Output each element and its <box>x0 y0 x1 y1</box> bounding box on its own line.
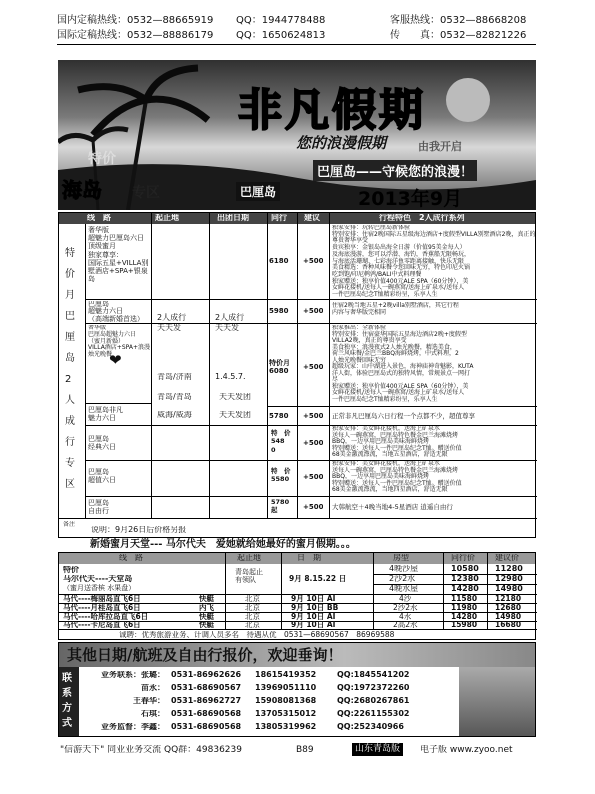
route-name: 奢华版 超魅力巴厘岛六日 顶级蜜月 独家尊享： 国际五星+VILLA别墅酒店+SPA+银泉岛 <box>88 226 149 284</box>
depart-date: 天天发团 <box>219 411 251 419</box>
maldives-row-peer: 15980 <box>451 621 478 629</box>
recruitment-notice: 诚聘：优秀旅游业务、计调人员多名 待遇从优 0531—68690567 86969588 <box>119 631 395 639</box>
banner-title: 非凡假期 <box>238 85 426 136</box>
depart-date: 天天发团 <box>219 393 251 401</box>
maldives-row-advice: 14980 <box>495 613 522 621</box>
city-pair: 2人成行 天天发 <box>215 313 245 332</box>
route-advice: +500 <box>303 473 324 481</box>
contact-qq: QQ:1972372260 <box>337 684 410 692</box>
contact-role: 王春华： <box>133 697 165 705</box>
route-advice: +500 <box>303 363 324 371</box>
maldives-row-date: 9月 10日 AI <box>291 613 336 621</box>
route-advice: +500 <box>303 307 324 315</box>
route-feature: 独家推出：全新体验 特别安排：住宿豪华国际五星海边酒店2晚+度假型 VILLA2晚，真正的尊贵享受 美食独享：浪漫夜式2人烛光晚餐，精选美食， 荷兰风味餐/金巴兰BBQ海鲜烧烤，中式料理，2 人烛光晚餐回味无穷 超级玩家：山中湖进入景色，海神庙神奇魅影，KUTA 洋人街，体验巴厘岛式的独特风情，常规景点一网打 尽 独家赠送：独享价值400元ALE SPA（60分钟），美 女鲜花接机/送每人一碗燕窝/送海上矿泉水/送每人 一件巴厘岛纪念T恤精彩纷呈，乐享人生 <box>332 325 474 403</box>
contact-role: 业务联系：张璐： <box>101 671 165 679</box>
contact-mobile: 15908081368 <box>255 697 317 705</box>
contact-qq: QQ:2261155302 <box>337 710 410 718</box>
contact-tel: 0531-86962626 <box>171 671 242 679</box>
peer-price: 12380 <box>451 575 479 583</box>
route-price: 5980 <box>269 307 289 315</box>
room-type: 4晚沙屋 <box>389 565 419 573</box>
maldives-table <box>58 552 536 640</box>
route-advice: +500 <box>303 439 324 447</box>
maldives-route-sub: （蜜月送香槟 水果盘） <box>63 584 136 592</box>
maldives-header-advice: 建议价 <box>495 554 519 562</box>
contact-mobile: 13705315012 <box>255 710 317 718</box>
maldives-row-name: 马代----梅丽岛直飞6日 <box>63 595 141 603</box>
maldives-row-mode: 快艇 <box>199 595 214 603</box>
contact-role: 石琪： <box>141 710 165 718</box>
maldives-row-advice: 12180 <box>495 595 522 603</box>
maldives-row-advice: 16680 <box>495 621 522 629</box>
city-pair: 青岛/青岛 <box>157 393 192 401</box>
maldives-row-room: 2高2水 <box>393 621 418 629</box>
maldives-row-name: 马代----哈库拉岛直飞6日 <box>63 613 149 621</box>
contact-mobile: 13805319962 <box>255 723 317 731</box>
side-label: 特价月巴厘岛2人成行专区 <box>65 248 75 490</box>
intl-qq: QQ：1650624813 <box>236 30 326 41</box>
contact-role: 业务监督：李鑫： <box>101 723 165 731</box>
maldives-row-date: 9月 10日 AI <box>291 621 336 629</box>
maldives-special: 特价 <box>63 566 79 574</box>
route-price: 5780 起 <box>271 498 290 515</box>
route-price: 特价月 6080 <box>269 359 290 376</box>
bali-price-table <box>58 212 536 538</box>
banner-date: 2013年9月 <box>358 188 463 210</box>
header-route: 线 路 <box>87 214 111 222</box>
banner-subtitle: 巴厘岛——守候您的浪漫！ <box>313 160 477 181</box>
route-name: 巴厘岛 超魅力六日 （高端新婚首选） <box>88 301 144 323</box>
maldives-header-room: 房型 <box>393 554 409 562</box>
route-price: 6180 <box>269 257 289 265</box>
depart-date: 1.4.5.7. <box>215 373 246 381</box>
banner-zone-label: 专区 <box>132 185 160 201</box>
maldives-row-room: 2沙2水 <box>393 604 418 612</box>
route-feature: 独家安排：美女鲜花接机，送海上矿泉水 送每人一碗燕窝，巴厘岛特色餐金巴兰海滩烧烤 BBQ，一边享用巴厘岛美味海鲜烧烤 特别赠送：送每人一件巴厘岛纪念T恤。赠送价值 68美金激流漂流，当地四星酒店，舒适无限 <box>332 461 462 493</box>
fax-number: 传 真：0532—82821226 <box>390 30 527 41</box>
header-features: 行程特色 2人成行系列 <box>379 214 465 222</box>
maldives-row-advice: 12680 <box>495 604 522 612</box>
route-feature: 正常非凡巴厘岛六日行程一个点都不少，超值尊享 <box>332 412 475 420</box>
banner-island-label: 海岛 <box>62 178 102 202</box>
contact-tel: 0531-68690568 <box>171 723 242 731</box>
maldives-row-peer: 14280 <box>451 613 478 621</box>
header-peer: 同行 <box>271 214 287 222</box>
route-name: 巴厘岛 超值六日 <box>88 468 116 484</box>
route-name: 巴厘岛 自由行 <box>88 499 109 515</box>
maldives-row-city: 北京 <box>245 595 260 603</box>
contact-role: 苗永： <box>141 684 165 692</box>
intl-hotline: 国际定稿热线：0532—88886179 <box>57 30 214 41</box>
route-price: 特 价 5580 <box>271 467 291 484</box>
route-name: 巴厘岛非凡 魅力六日 <box>88 406 123 422</box>
maldives-row-name: 马代----月桂岛直飞6日 <box>63 604 141 612</box>
promo-banner <box>58 60 536 210</box>
maldives-route: 马尔代夫----天堂岛 <box>63 575 133 583</box>
room-type: 4晚水屋 <box>389 585 419 593</box>
maldives-row-room: 4沙 <box>399 595 412 603</box>
contact-tel: 0531-68690567 <box>171 684 242 692</box>
peer-price: 14280 <box>451 585 479 593</box>
contact-qq: QQ:1845541202 <box>337 671 410 679</box>
maldives-headline: 新婚蜜月天堂--- 马尔代夫 爱她就给她最好的蜜月假期。。。 <box>90 539 356 550</box>
maldives-row-name: 马代----卡尼岛直飞6日 <box>63 621 141 629</box>
route-advice: +500 <box>303 412 324 420</box>
advice-price: 14980 <box>495 585 523 593</box>
route-name: 奢华版 巴厘岛超魅力六日 （蜜月新婚） VILLA酒店+SPA+浪漫烛光晚餐 <box>88 325 150 359</box>
contact-tel: 0531-86962727 <box>171 697 242 705</box>
contact-side-label: 联系方式 <box>62 673 72 729</box>
maldives-row-city: 北京 <box>245 604 260 612</box>
contact-mobile: 18615419352 <box>255 671 317 679</box>
maldives-header-route: 线 路 <box>119 554 143 562</box>
website-link[interactable]: 电子版 www.zyoo.net <box>420 745 513 755</box>
contact-qq: QQ:252340966 <box>337 723 404 731</box>
route-price: 5780 <box>269 412 289 420</box>
maldives-row-peer: 11580 <box>451 595 478 603</box>
route-name: 巴厘岛 经典六日 <box>88 435 116 451</box>
contact-headline: 其他日期/航班及自由行报价，欢迎垂询！ <box>67 647 343 664</box>
route-feature: 独家安排：美女鲜花接机，送海上矿泉水 送每人一碗燕窝，巴厘岛特色餐金巴兰海滩烧烤 BBQ，一边享用巴厘岛美味海鲜烧烤 特别赠送：送每人一件巴厘岛纪念T恤。赠送价值 68美金激流漂流，当地五星酒店，舒适无限 <box>332 426 462 458</box>
page-number: B89 <box>296 745 314 755</box>
contact-panel <box>58 642 536 737</box>
domestic-hotline: 国内定稿热线：0532—88665919 <box>57 15 214 26</box>
note-label: 备注 <box>63 521 76 528</box>
room-type: 2沙2水 <box>389 575 416 583</box>
domestic-qq: QQ：1944778488 <box>236 15 326 26</box>
header-divider <box>57 44 536 45</box>
maldives-row-date: 9月 10日 AI <box>291 595 336 603</box>
banner-slogan-2: 由我开启 <box>418 140 462 153</box>
heart-icon: ❤ <box>109 351 122 369</box>
maldives-row-mode: 快艇 <box>199 621 214 629</box>
advice-price: 12980 <box>495 575 523 583</box>
price-remark: 说明：9月26日后价格另报 <box>91 526 187 534</box>
qq-group-line: "信游天下" 同业业务交流 QQ群：49836239 <box>60 745 242 755</box>
route-advice: +500 <box>303 257 324 265</box>
edition-brand: 山东青岛版 <box>352 743 403 756</box>
route-price: 特 价 548 0 <box>271 429 291 454</box>
maldives-row-city: 北京 <box>245 613 260 621</box>
banner-special-tag: 特价 <box>88 151 116 167</box>
maldives-header-city: 起止地 <box>237 554 261 562</box>
route-feature: 独家安排：玩转巴厘岛新体验 特别安排：住宿2晚国际五星级海边酒店+度假型VILLA别墅酒店2晚，真正的尊贵奢华享受 贵宾独享：金银岛出海全日游（价值95美金每人） 及海底漫游，您可以浮潜、海钓，香蕉船无限畅玩， 与海底活珊瑚、七彩海洋鱼零距离接触，快乐无限 美食精选：香种风味餐令您回味无穷，特色印尼火锅 吃到饱/印尼鹌鹑/BALI中式料理餐 独家赠送：独享价值400元ALE SPA（60分钟），美 女鲜花接机/送每人一碗燕窝/送海上矿泉水/送每人 一件巴厘岛纪念T恤精彩纷呈，乐享人生 <box>332 225 536 299</box>
banner-bali-tag: 巴厘岛 <box>236 182 280 201</box>
header-date: 出团日期 <box>217 214 249 222</box>
maldives-row-peer: 11980 <box>451 604 478 612</box>
maldives-row-date: 9月 10日 BB <box>291 604 339 612</box>
peer-price: 10580 <box>451 565 479 573</box>
maldives-row-mode: 内飞 <box>199 604 214 612</box>
maldives-row-room: 4水 <box>399 613 412 621</box>
contact-tel: 0531-68690568 <box>171 710 242 718</box>
service-hotline: 客服热线：0532—88668208 <box>390 15 527 26</box>
route-feature: 大韩航空＋4晚当地4-5星酒店 逍遥自由行 <box>332 503 453 511</box>
banner-slogan-1: 您的浪漫假期 <box>296 134 387 152</box>
maldives-city: 青岛起止 有领队 <box>235 568 263 585</box>
route-advice: +500 <box>303 503 324 511</box>
contact-mobile: 13969051110 <box>255 684 317 692</box>
maldives-row-city: 北京 <box>245 621 260 629</box>
route-feature: 住宿2晚当地五星+2晚villa别墅酒店，其它行程 内容与奢华版完相同 <box>332 302 459 316</box>
header-city: 起止地 <box>155 214 179 222</box>
contact-qq: QQ:2680267861 <box>337 697 410 705</box>
header-advice: 建议 <box>304 214 320 222</box>
maldives-dates: 9月 8.15.22 日 <box>289 575 347 583</box>
maldives-header-date: 日 期 <box>297 554 321 562</box>
maldives-row-mode: 快艇 <box>199 613 214 621</box>
city-pair: 威海/威海 <box>157 411 192 419</box>
city-pair: 青岛/济南 <box>157 373 192 381</box>
advice-price: 11280 <box>495 565 523 573</box>
maldives-header-peer: 同行价 <box>451 554 475 562</box>
beach-photo <box>459 667 536 737</box>
city-pair: 2人成行 天天发 <box>157 313 187 332</box>
